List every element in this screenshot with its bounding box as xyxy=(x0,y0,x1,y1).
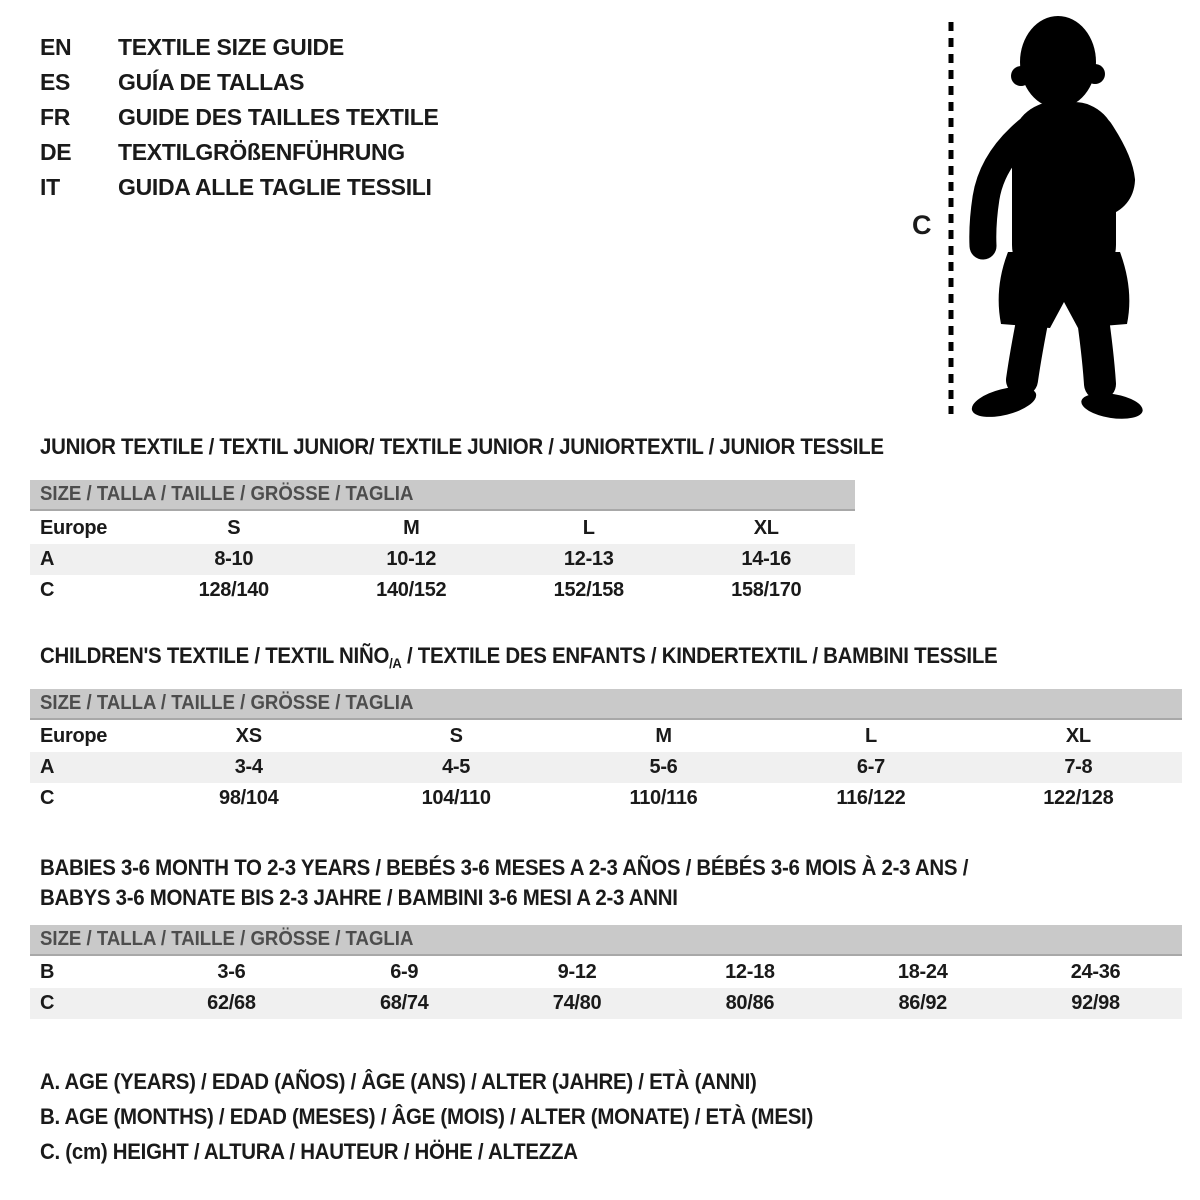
language-row xyxy=(40,65,439,100)
row-label: A xyxy=(40,756,55,778)
size-cell: 110/116 xyxy=(629,787,698,809)
children-size-table xyxy=(30,721,1182,814)
row-label: A xyxy=(40,548,55,570)
size-cell: 5-6 xyxy=(649,756,678,778)
babies-size-table xyxy=(30,957,1182,1019)
language-row xyxy=(40,100,439,135)
size-cell: 158/170 xyxy=(731,579,802,601)
size-cell: 4-5 xyxy=(442,756,471,778)
size-cell: S xyxy=(227,517,241,539)
size-cell: 8-10 xyxy=(214,548,254,570)
size-cell: 98/104 xyxy=(219,787,279,809)
junior-section-title: JUNIOR TEXTILE / TEXTIL JUNIOR/ TEXTILE JUNIOR / JUNIORTEXTIL / JUNIOR TESSILE xyxy=(40,434,884,459)
table-row xyxy=(30,575,855,606)
size-cell: 3-6 xyxy=(217,961,246,983)
language-title: TEXTILE SIZE GUIDE xyxy=(118,34,344,60)
legend-line-b: B. AGE (MONTHS) / EDAD (MESES) / ÂGE (MOIS) / ALTER (MONATE) / ETÀ (MESI) xyxy=(40,1104,814,1129)
size-cell: 128/140 xyxy=(198,579,269,601)
size-cell: 116/122 xyxy=(836,787,906,809)
language-title: TEXTILGRÖßENFÜHRUNG xyxy=(118,139,405,165)
size-cell: 12-18 xyxy=(725,961,775,983)
language-row xyxy=(40,170,439,205)
size-cell: XL xyxy=(753,517,779,539)
row-label: C xyxy=(40,787,55,809)
children-section-title: CHILDREN'S TEXTILE / TEXTIL $NIÑO_{/A}$ / TEXTILE DES ENFANTS / KINDERTEXTIL / BAMBINI TESSILE xyxy=(40,643,998,671)
size-cell: L xyxy=(582,517,595,539)
language-title: GUÍA DE TALLAS xyxy=(118,69,305,95)
language-title: GUIDE DES TAILLES TEXTILE xyxy=(118,104,439,130)
height-measure-label: C xyxy=(912,210,932,240)
row-label: Europe xyxy=(40,517,108,539)
size-cell: L xyxy=(864,725,877,747)
babies-size-header-bar: SIZE / TALLA / TAILLE / GRÖSSE / TAGLIA xyxy=(30,925,1182,956)
table-row xyxy=(30,513,855,544)
row-label: C xyxy=(40,992,55,1014)
size-cell: 122/128 xyxy=(1043,787,1114,809)
legend-line-a: A. AGE (YEARS) / EDAD (AÑOS) / ÂGE (ANS) / ALTER (JAHRE) / ETÀ (ANNI) xyxy=(40,1069,757,1094)
baby-silhouette xyxy=(969,16,1145,423)
size-cell: 9-12 xyxy=(557,961,597,983)
size-cell: 7-8 xyxy=(1064,756,1093,778)
size-cell: 14-16 xyxy=(741,548,792,570)
size-cell: 80/86 xyxy=(725,992,775,1014)
size-cell: 140/152 xyxy=(376,579,447,601)
size-cell: 92/98 xyxy=(1071,992,1120,1014)
table-row xyxy=(30,752,1182,783)
size-cell: 68/74 xyxy=(379,992,429,1014)
size-cell: M xyxy=(655,725,672,747)
size-cell: 6-7 xyxy=(856,756,885,778)
nino-a-subscript: /A xyxy=(389,655,402,671)
language-title: GUIDA ALLE TAGLIE TESSILI xyxy=(118,174,432,200)
size-cell: M xyxy=(403,517,420,539)
row-label: B xyxy=(40,961,55,983)
children-size-header-bar: SIZE / TALLA / TAILLE / GRÖSSE / TAGLIA xyxy=(30,689,1182,720)
size-cell: S xyxy=(449,725,463,747)
table-row xyxy=(30,988,1182,1019)
language-row xyxy=(40,135,439,170)
table-row xyxy=(30,544,855,575)
size-cell: 24-36 xyxy=(1070,961,1121,983)
size-cell: 3-4 xyxy=(234,756,263,778)
junior-size-table xyxy=(30,513,855,606)
size-cell: XS xyxy=(235,725,262,747)
language-row xyxy=(40,30,439,65)
language-header xyxy=(40,30,439,205)
baby-silhouette-figure xyxy=(930,12,1160,424)
size-cell: 152/158 xyxy=(553,579,624,601)
babies-section-title-line1: BABIES 3-6 MONTH TO 2-3 YEARS / BEBÉS 3-6 MESES A 2-3 AÑOS / BÉBÉS 3-6 MOIS À 2-3 ANS / xyxy=(40,855,969,880)
table-row xyxy=(30,783,1182,814)
size-cell: 6-9 xyxy=(390,961,419,983)
size-cell: 10-12 xyxy=(386,548,437,570)
row-label: Europe xyxy=(40,725,108,747)
language-code: ES xyxy=(40,69,71,95)
size-cell: 18-24 xyxy=(897,961,948,983)
language-code: FR xyxy=(40,104,71,130)
row-label: C xyxy=(40,579,55,601)
table-row xyxy=(30,957,1182,988)
size-cell: 74/80 xyxy=(552,992,602,1014)
size-cell: 62/68 xyxy=(207,992,256,1014)
size-cell: 104/110 xyxy=(421,787,491,809)
legend-line-c: C. (cm) HEIGHT / ALTURA / HAUTEUR / HÖHE / ALTEZZA xyxy=(40,1139,578,1164)
size-cell: 12-13 xyxy=(563,548,614,570)
babies-section-title-line2: BABYS 3-6 MONATE BIS 2-3 JAHRE / BAMBINI 3-6 MESI A 2-3 ANNI xyxy=(40,885,678,910)
size-cell: 86/92 xyxy=(898,992,947,1014)
language-code: DE xyxy=(40,139,72,165)
table-row xyxy=(30,721,1182,752)
language-code: EN xyxy=(40,34,72,60)
junior-size-header-bar: SIZE / TALLA / TAILLE / GRÖSSE / TAGLIA xyxy=(30,480,855,511)
size-cell: XL xyxy=(1065,725,1091,747)
language-code: IT xyxy=(40,174,60,200)
